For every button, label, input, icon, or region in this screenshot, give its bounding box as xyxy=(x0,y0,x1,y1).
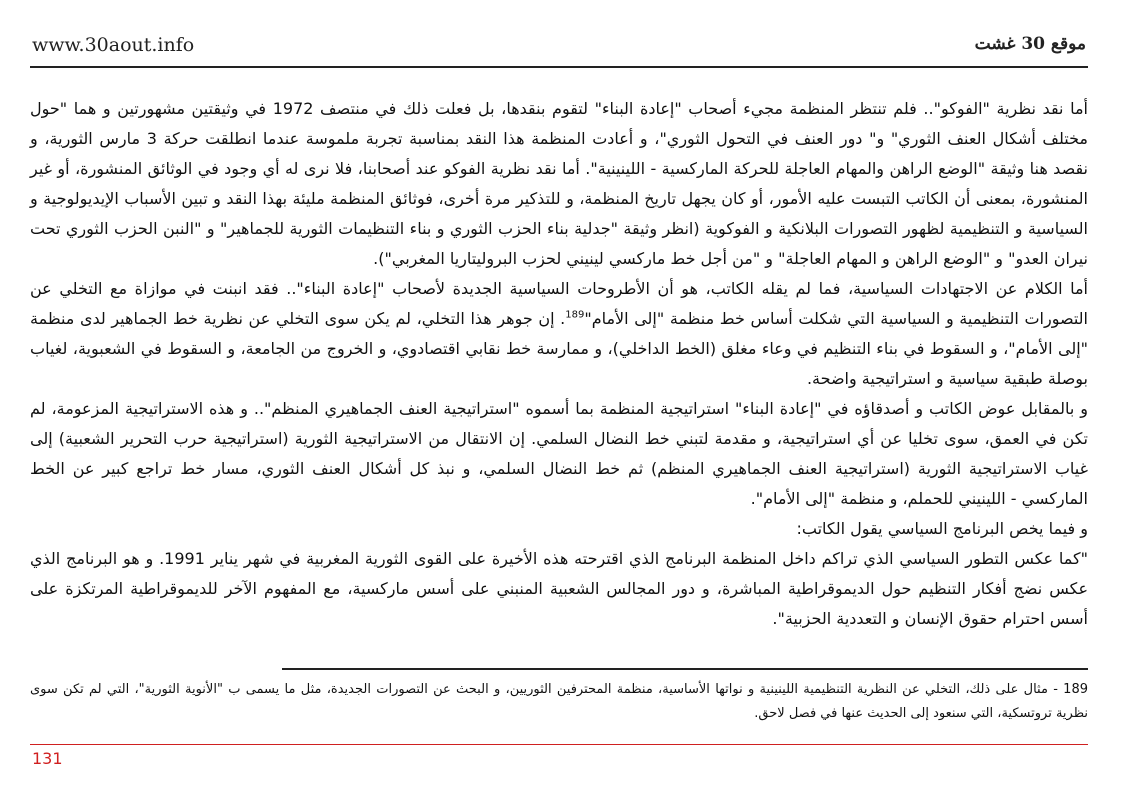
page-number: 131 xyxy=(32,749,63,768)
footnote-reference: 189 xyxy=(565,309,585,321)
footer-divider xyxy=(30,744,1088,745)
site-name: موقع 30 غشت xyxy=(974,34,1086,54)
page-header xyxy=(30,32,1088,68)
paragraph-2-text-a: أما الكلام عن الاجتهادات السياسية، فما لم يقله الكاتب، هو أن الأطروحات السياسية الجديدة لأصحاب "إعادة البناء".. فقد انبنت في موازاة مع التخلي عن التصورات التنظيمية و السياسية التي شكلت أساس خط منظمة "إلى الأمام" xyxy=(30,279,1089,328)
body-text xyxy=(30,94,1088,634)
paragraph-3: و بالمقابل عوض الكاتب و أصدقاؤه في "إعادة البناء" استراتيجية المنظمة بما أسموه "استراتيجية العنف الجماهيري المنظم".. و هذه الاستراتيجية المزعومة، لم تكن في العمق، سوى تخليا عن أي استراتيجية، و مقدمة لتبني خط النضال السلمي. إن الانتقال من الاستراتيجية الثورية (استراتيجية حرب التحرير الشعبية) إلى غياب الاستراتيجية الثورية (استراتيجية العنف الجماهيري المنظم) ثم خط النضال السلمي، و نبذ كل أشكال العنف الثوري، مسار خط تراجع كبير عن الخط الماركسي - اللينيني للحملم، و منظمة "إلى الأمام". xyxy=(30,399,1088,508)
site-url: www.30aout.info xyxy=(32,34,195,56)
paragraph-5-quote: "كما عكس التطور السياسي الذي تراكم داخل المنظمة البرنامج الذي اقترحته هذه الأخيرة على القوى الثورية المغربية في شهر يناير 1991. و هو البرنامج الذي عكس نضج أفكار التنظيم حول الديموقراطية المباشرة، و دور المجالس الشعبية المنبني على أسس ماركسية، مع المفهوم الآخر للديموقراطية المرتكزة على أسس احترام حقوق الإنسان و التعددية الحزبية". xyxy=(30,549,1089,628)
footnote-divider xyxy=(282,668,1088,670)
paragraph-2-text-b: . إن جوهر هذا التخلي، لم يكن سوى التخلي عن نظرية خط الجماهير لدى منظمة "إلى الأمام"، و السقوط في بناء التنظيم في وعاء مغلق (الخط الداخلي)، و ممارسة خط نقابي اقتصادوي، و الخروج من الجامعة، و السقوط في الشعبوية، لغياب بوصلة طبقية سياسية و استراتيجية واضحة. xyxy=(30,309,1088,388)
footnote: 189 - مثال على ذلك، التخلي عن النظرية التنظيمية اللينينية و نواتها الأساسية، منظمة المحترفين الثوريين، و البحث عن التصورات الجديدة، مثل ما يسمى ب "الأنوية الثورية"، التي لم تكن سوى نظرية تروتسكية، التي سنعود إلى الحديث عنها في فصل لاحق. xyxy=(30,682,1088,721)
paragraph-2 xyxy=(30,274,1088,394)
paragraph-1: أما نقد نظرية "الفوكو".. فلم تنتظر المنظمة مجيء أصحاب "إعادة البناء" لتقوم بنقدها، بل فعلت ذلك في منتصف 1972 في وثيقتين مشهورتين و هما "حول مختلف أشكال العنف الثوري" و" دور العنف في التحول الثوري"، و أعادت المنظمة هذا النقد بمناسبة تجربة ملموسة عندما انطلقت حركة 3 مارس الثورية، و نقصد هنا وثيقة "الوضع الراهن والمهام العاجلة للحركة الماركسية - اللينينية". أما نقد نظرية الفوكو عند أصحابنا، فلا نرى له أي وجود في الوثائق المنشورة، أو غير المنشورة، بمعنى أن الكاتب التبست عليه الأمور، أو كان يجهل تاريخ المنظمة، و للتذكير مرة أخرى، فوثائق المنظمة مليئة بهذا النقد و تبين الأسباب الإيديولوجية و السياسية و التنظيمية لظهور التصورات البلانكية و الفوكوية (انظر وثيقة "جدلية بناء الحزب الثوري و بناء التنظيمات الثورية للجماهير" و "النبن الحزب الثوري تحت نيران العدو" و "الوضع الراهن و المهام العاجلة" و "من أجل خط ماركسي لينيني لحزب البروليتاريا المغربي"). xyxy=(30,99,1089,268)
paragraph-4: و فيما يخص البرنامج السياسي يقول الكاتب: xyxy=(796,519,1088,538)
